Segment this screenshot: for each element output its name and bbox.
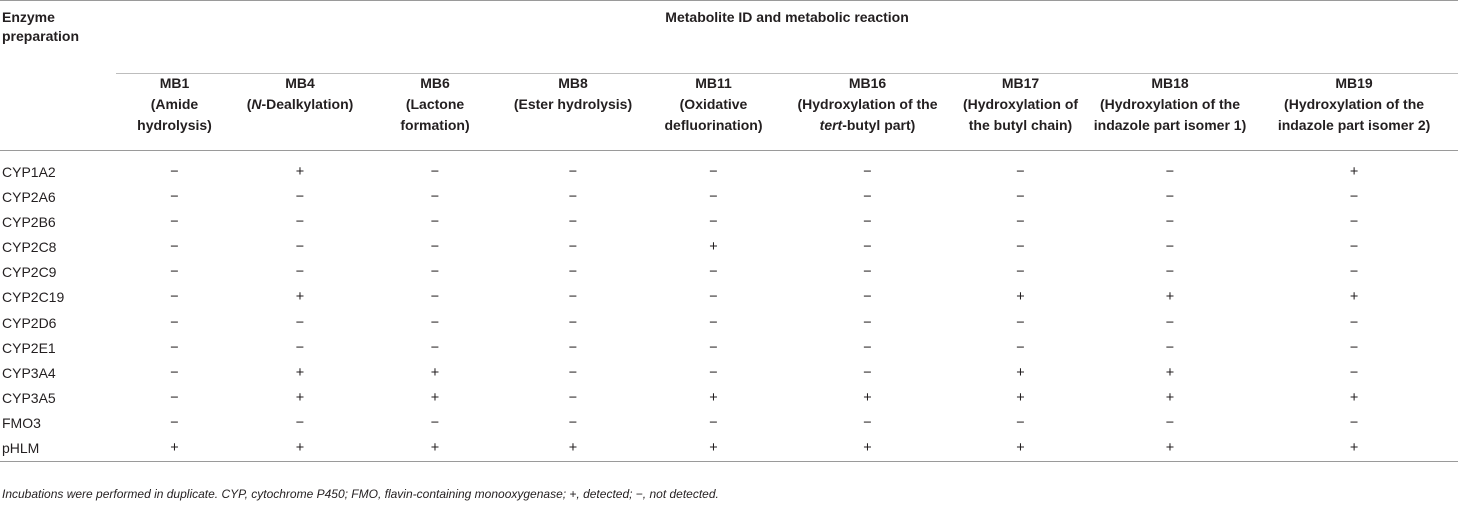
not-detected-mark: − (295, 339, 305, 356)
detection-cell (1090, 184, 1250, 209)
detection-cell (784, 386, 951, 411)
not-detected-mark: − (430, 163, 440, 180)
not-detected-mark: − (568, 339, 578, 356)
detected-mark: + (568, 440, 578, 457)
not-detected-mark: − (863, 188, 872, 205)
detection-cell (643, 335, 784, 360)
table-row-cyp2a6 (0, 184, 1458, 209)
column-header-mb1 (116, 74, 233, 151)
detected-mark: + (863, 440, 872, 457)
detection-cell (1250, 260, 1458, 285)
detection-cell (784, 285, 951, 310)
not-detected-mark: − (1165, 415, 1175, 432)
not-detected-mark: − (709, 364, 718, 381)
column-header-mb8 (503, 74, 643, 151)
not-detected-mark: − (295, 238, 305, 255)
not-detected-mark: − (295, 314, 305, 331)
metabolite-id: MB11 (695, 75, 732, 91)
table-footnote: Incubations were performed in duplicate. CYP, cytochrome P450; FMO, flavin-containing monooxygenase; +, detected; −, not detected. (2, 487, 719, 501)
detected-mark: + (1016, 289, 1025, 306)
not-detected-mark: − (430, 339, 440, 356)
not-detected-mark: − (430, 314, 440, 331)
detection-cell (233, 285, 367, 310)
metabolite-id: MB6 (420, 75, 450, 91)
not-detected-mark: − (170, 264, 179, 281)
detected-mark: + (1165, 364, 1175, 381)
not-detected-mark: − (568, 264, 578, 281)
not-detected-mark: − (709, 339, 718, 356)
column-header-mb11 (643, 74, 784, 151)
detection-cell (503, 360, 643, 385)
column-header-mb4 (233, 74, 367, 151)
detected-mark: + (295, 440, 305, 457)
not-detected-mark: − (863, 339, 872, 356)
detection-cell (116, 151, 233, 185)
not-detected-mark: − (430, 213, 440, 230)
detection-cell (1090, 386, 1250, 411)
detection-cell (1250, 335, 1458, 360)
table-row-cyp3a5 (0, 386, 1458, 411)
not-detected-mark: − (170, 238, 179, 255)
detection-cell (643, 436, 784, 462)
detection-cell (233, 360, 367, 385)
detection-cell (367, 260, 503, 285)
detection-cell (367, 234, 503, 259)
not-detected-mark: − (1016, 163, 1025, 180)
row-header-text: Enzyme preparation (2, 9, 80, 44)
not-detected-mark: − (430, 415, 440, 432)
not-detected-mark: − (295, 415, 305, 432)
detection-cell (233, 209, 367, 234)
not-detected-mark: − (430, 188, 440, 205)
detection-cell (643, 310, 784, 335)
not-detected-mark: − (1349, 364, 1359, 381)
detected-mark: + (170, 440, 179, 457)
detected-mark: + (1165, 390, 1175, 407)
detection-cell (643, 260, 784, 285)
not-detected-mark: − (1165, 238, 1175, 255)
detection-cell (503, 285, 643, 310)
detected-mark: + (430, 440, 440, 457)
detection-cell (1250, 285, 1458, 310)
enzyme-name-cell: CYP2E1 (2, 339, 56, 356)
table-body (0, 151, 1458, 462)
column-group-text: Metabolite ID and metabolic reaction (665, 9, 909, 25)
not-detected-mark: − (170, 188, 179, 205)
not-detected-mark: − (863, 289, 872, 306)
table-row-cyp1a2 (0, 151, 1458, 185)
table-row-cyp3a4 (0, 360, 1458, 385)
not-detected-mark: − (863, 163, 872, 180)
detected-mark: + (709, 440, 718, 457)
detection-cell (1250, 151, 1458, 185)
not-detected-mark: − (1016, 238, 1025, 255)
detection-cell (233, 234, 367, 259)
detection-cell (233, 386, 367, 411)
not-detected-mark: − (1016, 188, 1025, 205)
column-header-mb18 (1090, 74, 1250, 151)
detected-mark: + (295, 390, 305, 407)
detection-cell (951, 436, 1090, 462)
not-detected-mark: − (295, 264, 305, 281)
detection-cell (1250, 360, 1458, 385)
not-detected-mark: − (170, 314, 179, 331)
detection-cell (951, 335, 1090, 360)
column-header-mb6 (367, 74, 503, 151)
column-group-header (116, 1, 1458, 74)
detection-cell (951, 260, 1090, 285)
detection-cell (784, 411, 951, 436)
detection-cell (233, 151, 367, 185)
not-detected-mark: − (1016, 213, 1025, 230)
detection-cell (784, 436, 951, 462)
detection-cell (784, 151, 951, 185)
detection-cell (1250, 234, 1458, 259)
not-detected-mark: − (863, 364, 872, 381)
detection-cell (233, 260, 367, 285)
detection-cell (1090, 209, 1250, 234)
not-detected-mark: − (1165, 163, 1175, 180)
metabolic-reaction-line: tert-butyl part) (819, 117, 916, 133)
detection-cell (784, 335, 951, 360)
metabolic-reaction-line: (Hydroxylation of the (797, 96, 938, 112)
metabolic-reaction-line: (Hydroxylation of the (1099, 96, 1240, 112)
not-detected-mark: − (430, 264, 440, 281)
detection-cell (1090, 411, 1250, 436)
detection-cell (784, 310, 951, 335)
detected-mark: + (863, 390, 872, 407)
not-detected-mark: − (295, 188, 305, 205)
detection-cell (503, 386, 643, 411)
detection-cell (503, 184, 643, 209)
detected-mark: + (1016, 364, 1025, 381)
not-detected-mark: − (863, 314, 872, 331)
not-detected-mark: − (1349, 213, 1359, 230)
detected-mark: + (295, 364, 305, 381)
detected-mark: + (1165, 440, 1175, 457)
metabolic-reaction-line: hydrolysis) (137, 117, 212, 133)
detection-cell (116, 260, 233, 285)
metabolite-id: MB18 (1151, 75, 1189, 91)
not-detected-mark: − (1349, 339, 1359, 356)
detection-cell (503, 151, 643, 185)
detection-cell (643, 151, 784, 185)
not-detected-mark: − (170, 163, 179, 180)
metabolic-reaction-line: (Lactone (405, 96, 465, 112)
not-detected-mark: − (568, 188, 578, 205)
not-detected-mark: − (295, 213, 305, 230)
detected-mark: + (1016, 440, 1025, 457)
not-detected-mark: − (709, 163, 718, 180)
detection-cell (784, 360, 951, 385)
detection-cell (1090, 310, 1250, 335)
enzyme-name-cell: CYP2C9 (2, 264, 57, 281)
metabolite-id: MB16 (848, 75, 887, 91)
metabolite-id: MB19 (1335, 75, 1373, 91)
not-detected-mark: − (1165, 314, 1175, 331)
not-detected-mark: − (1016, 339, 1025, 356)
detection-cell (643, 285, 784, 310)
table-row-cyp2c19 (0, 285, 1458, 310)
metabolite-id: MB17 (1001, 75, 1040, 91)
enzyme-name-cell: FMO3 (2, 415, 41, 432)
detection-cell (1090, 285, 1250, 310)
enzyme-name-cell: CYP2A6 (2, 188, 56, 205)
not-detected-mark: − (170, 289, 179, 306)
metabolite-id: MB1 (159, 75, 190, 91)
detection-cell (643, 411, 784, 436)
detection-cell (503, 411, 643, 436)
detection-cell (233, 436, 367, 462)
detection-cell (367, 386, 503, 411)
metabolic-reaction-line: (Ester hydrolysis) (513, 96, 633, 112)
detection-cell (367, 411, 503, 436)
not-detected-mark: − (170, 213, 179, 230)
detection-cell (503, 310, 643, 335)
not-detected-mark: − (568, 390, 578, 407)
metabolic-reaction-line: formation) (400, 117, 470, 133)
detection-cell (951, 151, 1090, 185)
detection-cell (1090, 151, 1250, 185)
table-row-cyp2d6 (0, 310, 1458, 335)
detection-cell (233, 411, 367, 436)
not-detected-mark: − (1165, 213, 1175, 230)
not-detected-mark: − (1016, 415, 1025, 432)
detection-cell (367, 360, 503, 385)
not-detected-mark: − (1349, 314, 1359, 331)
detection-cell (1250, 436, 1458, 462)
detected-mark: + (1349, 440, 1359, 457)
detection-cell (503, 436, 643, 462)
table-row-fmo3 (0, 411, 1458, 436)
not-detected-mark: − (863, 213, 872, 230)
detection-cell (116, 386, 233, 411)
enzyme-name-cell: CYP1A2 (2, 163, 56, 180)
not-detected-mark: − (568, 289, 578, 306)
table-row-phlm (0, 436, 1458, 462)
detected-mark: + (430, 390, 440, 407)
detection-cell (951, 310, 1090, 335)
detection-cell (643, 234, 784, 259)
metabolic-reaction-line: (Oxidative (679, 96, 748, 112)
metabolic-reaction-line: the butyl chain) (968, 117, 1073, 133)
metabolite-id: MB4 (285, 75, 315, 91)
detection-cell (367, 184, 503, 209)
enzyme-name-cell: CYP2D6 (2, 314, 57, 331)
not-detected-mark: − (170, 339, 179, 356)
detected-mark: + (709, 238, 718, 255)
not-detected-mark: − (709, 314, 718, 331)
detection-cell (116, 310, 233, 335)
detection-cell (116, 436, 233, 462)
not-detected-mark: − (709, 213, 718, 230)
metabolite-id: MB8 (558, 75, 588, 91)
not-detected-mark: − (568, 364, 578, 381)
detection-cell (951, 360, 1090, 385)
detection-cell (1090, 360, 1250, 385)
metabolic-reaction-line: indazole part isomer 1) (1093, 117, 1247, 133)
metabolic-reaction-line: (Amide (150, 96, 199, 112)
not-detected-mark: − (863, 415, 872, 432)
detection-cell (643, 360, 784, 385)
detection-cell (1090, 260, 1250, 285)
detection-cell (367, 151, 503, 185)
detection-cell (951, 386, 1090, 411)
detection-cell (1250, 411, 1458, 436)
detected-mark: + (709, 390, 718, 407)
not-detected-mark: − (709, 289, 718, 306)
detection-cell (503, 335, 643, 360)
detection-cell (951, 411, 1090, 436)
detection-cell (1090, 436, 1250, 462)
table-row-cyp2e1 (0, 335, 1458, 360)
not-detected-mark: − (568, 213, 578, 230)
not-detected-mark: − (568, 415, 578, 432)
column-header-mb19 (1250, 74, 1458, 151)
not-detected-mark: − (430, 238, 440, 255)
detection-cell (643, 209, 784, 234)
detected-mark: + (295, 289, 305, 306)
metabolic-reaction-line: (N-Dealkylation) (246, 96, 354, 112)
not-detected-mark: − (568, 314, 578, 331)
table-row-cyp2c9 (0, 260, 1458, 285)
detection-cell (951, 184, 1090, 209)
detected-mark: + (1349, 390, 1359, 407)
enzyme-name-cell: CYP2C19 (2, 289, 65, 306)
not-detected-mark: − (1016, 264, 1025, 281)
detection-cell (1250, 386, 1458, 411)
detection-cell (367, 310, 503, 335)
not-detected-mark: − (170, 415, 179, 432)
detection-cell (233, 335, 367, 360)
not-detected-mark: − (1349, 264, 1359, 281)
detection-cell (784, 209, 951, 234)
not-detected-mark: − (709, 264, 718, 281)
not-detected-mark: − (1349, 188, 1359, 205)
not-detected-mark: − (863, 238, 872, 255)
detection-cell (503, 260, 643, 285)
detection-cell (367, 209, 503, 234)
metabolic-reaction-line: defluorination) (664, 117, 763, 133)
detected-mark: + (295, 163, 305, 180)
not-detected-mark: − (1349, 415, 1359, 432)
column-header-row (0, 74, 1458, 151)
enzyme-name-cell: CYP3A4 (2, 364, 56, 381)
detection-cell (1250, 310, 1458, 335)
not-detected-mark: − (170, 390, 179, 407)
detection-cell (116, 360, 233, 385)
detected-mark: + (1349, 289, 1359, 306)
not-detected-mark: − (170, 364, 179, 381)
not-detected-mark: − (568, 163, 578, 180)
not-detected-mark: − (1165, 339, 1175, 356)
detected-mark: + (1349, 163, 1359, 180)
detection-cell (951, 234, 1090, 259)
not-detected-mark: − (430, 289, 440, 306)
detection-cell (503, 209, 643, 234)
detection-cell (643, 184, 784, 209)
detection-cell (951, 285, 1090, 310)
enzyme-name-cell: CYP2C8 (2, 238, 57, 255)
metabolic-reaction-line: indazole part isomer 2) (1277, 117, 1431, 133)
column-header-mb16 (784, 74, 951, 151)
detection-cell (233, 184, 367, 209)
detection-cell (951, 209, 1090, 234)
enzyme-name-cell: pHLM (0, 436, 116, 462)
detected-mark: + (1165, 289, 1175, 306)
detection-cell (503, 234, 643, 259)
detection-cell (116, 209, 233, 234)
not-detected-mark: − (1165, 264, 1175, 281)
detection-cell (233, 310, 367, 335)
not-detected-mark: − (568, 238, 578, 255)
detection-cell (1250, 209, 1458, 234)
detected-mark: + (430, 364, 440, 381)
not-detected-mark: − (1016, 314, 1025, 331)
detection-cell (367, 335, 503, 360)
detection-cell (367, 436, 503, 462)
enzyme-name-cell: CYP2B6 (2, 213, 56, 230)
detected-mark: + (1016, 390, 1025, 407)
detection-cell (1090, 234, 1250, 259)
detection-cell (116, 335, 233, 360)
column-header-mb17 (951, 74, 1090, 151)
detection-cell (116, 411, 233, 436)
table-row-cyp2c8 (0, 234, 1458, 259)
not-detected-mark: − (709, 415, 718, 432)
detection-cell (1090, 335, 1250, 360)
metabolic-reaction-line: (Hydroxylation of (962, 96, 1079, 112)
metabolic-reaction-line: (Hydroxylation of the (1284, 96, 1425, 112)
detection-cell (643, 386, 784, 411)
detection-cell (116, 234, 233, 259)
detection-cell (1250, 184, 1458, 209)
not-detected-mark: − (1349, 238, 1359, 255)
detection-cell (784, 234, 951, 259)
enzyme-name-cell: CYP3A5 (2, 390, 56, 407)
detection-cell (367, 285, 503, 310)
not-detected-mark: − (1165, 188, 1175, 205)
detection-cell (784, 260, 951, 285)
table-row-cyp2b6 (0, 209, 1458, 234)
row-header-label (0, 1, 116, 151)
detection-cell (116, 184, 233, 209)
not-detected-mark: − (709, 188, 718, 205)
not-detected-mark: − (863, 264, 872, 281)
detection-cell (116, 285, 233, 310)
detection-cell (784, 184, 951, 209)
